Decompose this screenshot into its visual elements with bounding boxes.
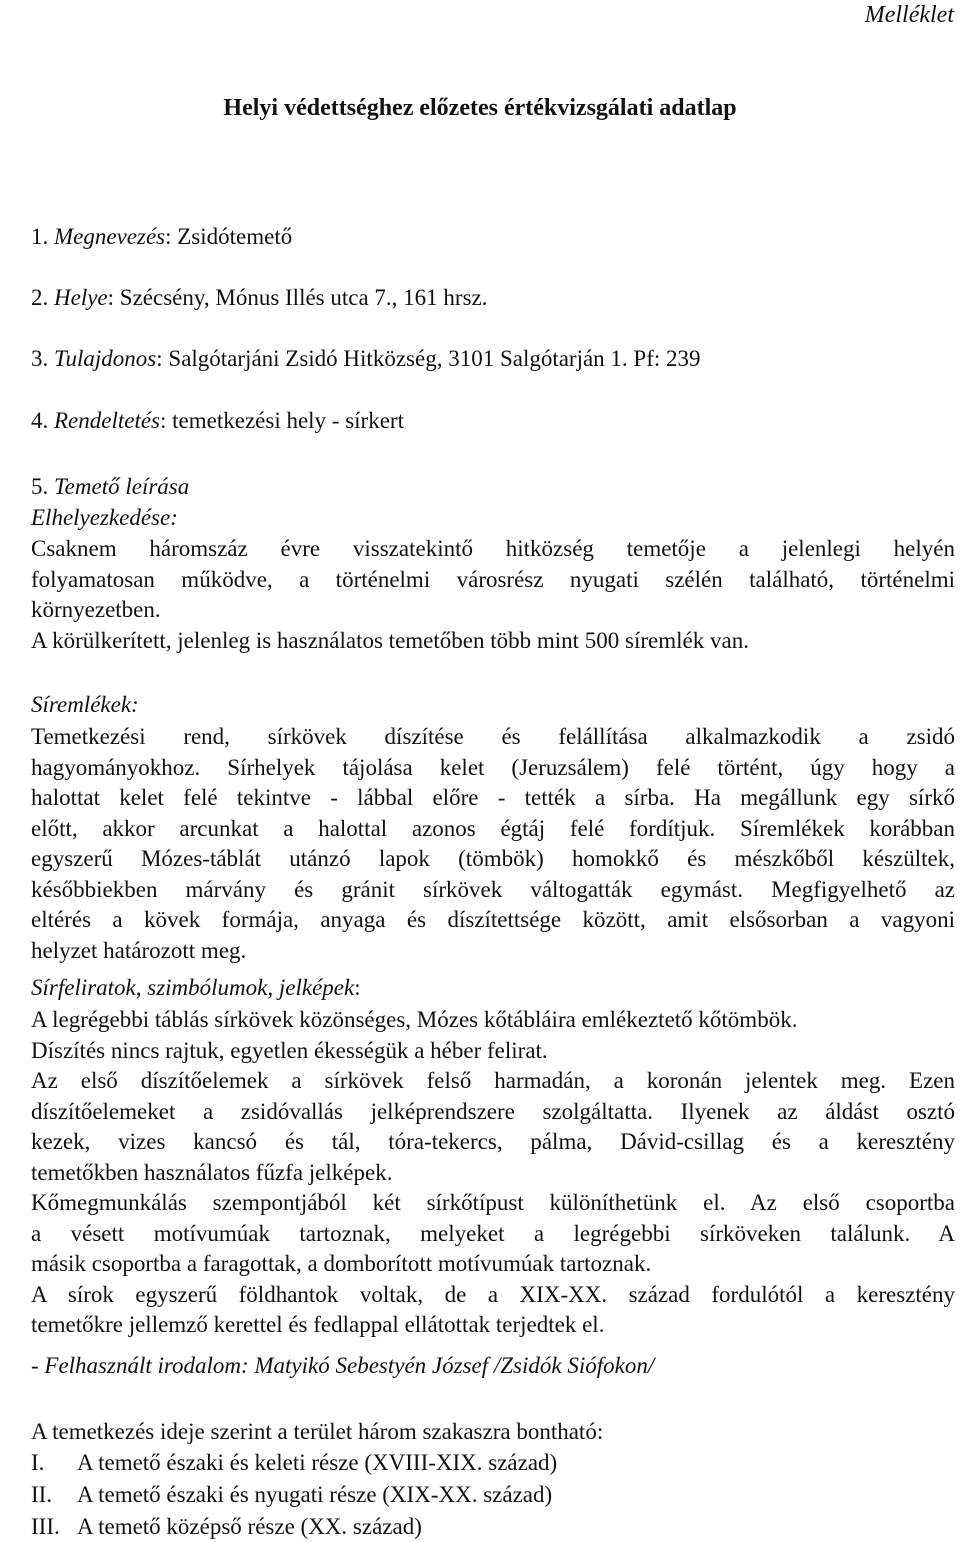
item-purpose — [31, 406, 404, 436]
item-location — [31, 283, 488, 313]
item-owner — [31, 344, 701, 374]
item-value: : Szécsény, Mónus Illés utca 7., 161 hrsz. — [107, 285, 488, 310]
source-reference: - Felhasznált irodalom: Matyikó Sebestyén József /Zsidók Siófokon/ — [31, 1353, 655, 1378]
paragraph-line: temetőkben használatos fűzfa jelképek. — [31, 1159, 393, 1185]
location-heading: Elhelyezkedése: — [31, 505, 178, 530]
item-label: Temető leírása — [54, 474, 190, 499]
item-label: Rendeltetés — [54, 408, 161, 433]
period-text: A temető északi és nyugati része (XIX-XX. század) — [77, 1482, 553, 1507]
location-paragraph — [31, 534, 955, 656]
period-text: A temető északi és keleti része (XVIII-XIX. század) — [77, 1450, 558, 1475]
period-text: A temető középső része (XX. század) — [77, 1514, 422, 1539]
paragraph-line: temetőkre jellemző kerettel és fedlappal ellátottak terjedtek el. — [31, 1312, 605, 1337]
monuments-heading: Síremlékek: — [31, 692, 139, 717]
item-label: Megnevezés — [54, 224, 166, 249]
period-number: I. — [31, 1450, 45, 1475]
paragraph-line: eltérés a kövek formája, anyaga és díszítettsége között, amit elsősorban a vagyoni — [31, 907, 955, 932]
paragraph-line: környezetben. — [31, 597, 161, 622]
paragraph-line: folyamatosan működve, a történelmi városrész nyugati szélén található, történelmi — [31, 566, 955, 592]
paragraph-line: előtt, akkor arcunkat a halottal azonos égtáj felé fordítjuk. Síremlékek korábban — [31, 815, 955, 841]
item-label: Tulajdonos — [54, 346, 157, 371]
paragraph-line: A legrégebbi táblás sírkövek közönséges, Mózes kőtábláira emlékeztető kőtömbök. — [31, 1007, 798, 1032]
paragraph-line: A sírok egyszerű földhantok voltak, de a XIX-XX. század fordulótól a keresztény — [31, 1281, 955, 1307]
monuments-paragraph — [31, 722, 955, 966]
item-name — [31, 222, 292, 252]
paragraph-line: egyszerű Mózes-táblát utánzó lapok (tömbök) homokkő és mészkőből készültek, — [31, 846, 955, 871]
period-item — [31, 1512, 422, 1542]
paragraph-line: díszítőelemeket a zsidóvallás jelképrendszere szolgáltatta. Ilyenek az áldást osztó — [31, 1098, 955, 1124]
inscriptions-paragraph — [31, 1005, 955, 1341]
item-number: 5. — [31, 474, 49, 499]
paragraph-line: Temetkezési rend, sírkövek díszítése és felállítása alkalmazkodik a zsidó — [31, 724, 955, 749]
paragraph-line: Az első díszítőelemek a sírkövek felső harmadán, a koronán jelentek meg. Ezen — [31, 1068, 955, 1093]
period-item — [31, 1448, 557, 1478]
paragraph-line: másik csoportba a faragottak, a domborított motívumúak tartoznak. — [31, 1251, 652, 1276]
item-number: 2. — [31, 285, 49, 310]
attachment-label: Melléklet — [864, 2, 954, 28]
item-value: : temetkezési hely - sírkert — [160, 408, 404, 433]
item-value: : Zsidótemető — [165, 224, 293, 249]
inscriptions-heading: Sírfeliratok, szimbólumok, jelképek: — [31, 975, 361, 1000]
paragraph-line: Kőmegmunkálás szempontjából két sírkőtípust különíthetünk el. Az első csoportba — [31, 1190, 955, 1215]
period-item — [31, 1480, 552, 1510]
item-description — [31, 472, 189, 502]
periods-intro: A temetkezés ideje szerint a terület három szakaszra bontható: — [31, 1419, 604, 1444]
paragraph-line: A körülkerített, jelenleg is használatos temetőben több mint 500 síremlék van. — [31, 627, 749, 653]
item-number: 1. — [31, 224, 49, 249]
item-number: 3. — [31, 346, 49, 371]
document-title: Helyi védettséghez előzetes értékvizsgálati adatlap — [223, 95, 737, 121]
period-number: II. — [31, 1482, 53, 1507]
item-value: : Salgótarjáni Zsidó Hitközség, 3101 Salgótarján 1. Pf: 239 — [156, 346, 701, 371]
paragraph-line: a vésett motívumúak tartoznak, melyeket a legrégebbi sírköveken találunk. A — [31, 1220, 955, 1246]
paragraph-line: későbbiekben márvány és gránit sírkövek váltogatták egymást. Megfigyelhető az — [31, 876, 955, 902]
item-number: 4. — [31, 408, 49, 433]
paragraph-line: helyzet határozott meg. — [31, 937, 247, 963]
item-label: Helye — [54, 285, 108, 310]
paragraph-line: kezek, vizes kancsó és tál, tóra-tekercs, pálma, Dávid-csillag és a keresztény — [31, 1129, 955, 1154]
paragraph-line: Csaknem háromszáz évre visszatekintő hitközség temetője a jelenlegi helyén — [31, 536, 955, 561]
paragraph-line: Díszítés nincs rajtuk, egyetlen ékességük a héber felirat. — [31, 1037, 548, 1063]
paragraph-line: hagyományokhoz. Sírhelyek tájolása kelet (Jeruzsálem) felé történt, úgy hogy a — [31, 754, 955, 780]
period-number: III. — [31, 1514, 60, 1539]
paragraph-line: halottat kelet felé tekintve - lábbal előre - tették a sírba. Ha megállunk egy sírkő — [31, 785, 955, 810]
